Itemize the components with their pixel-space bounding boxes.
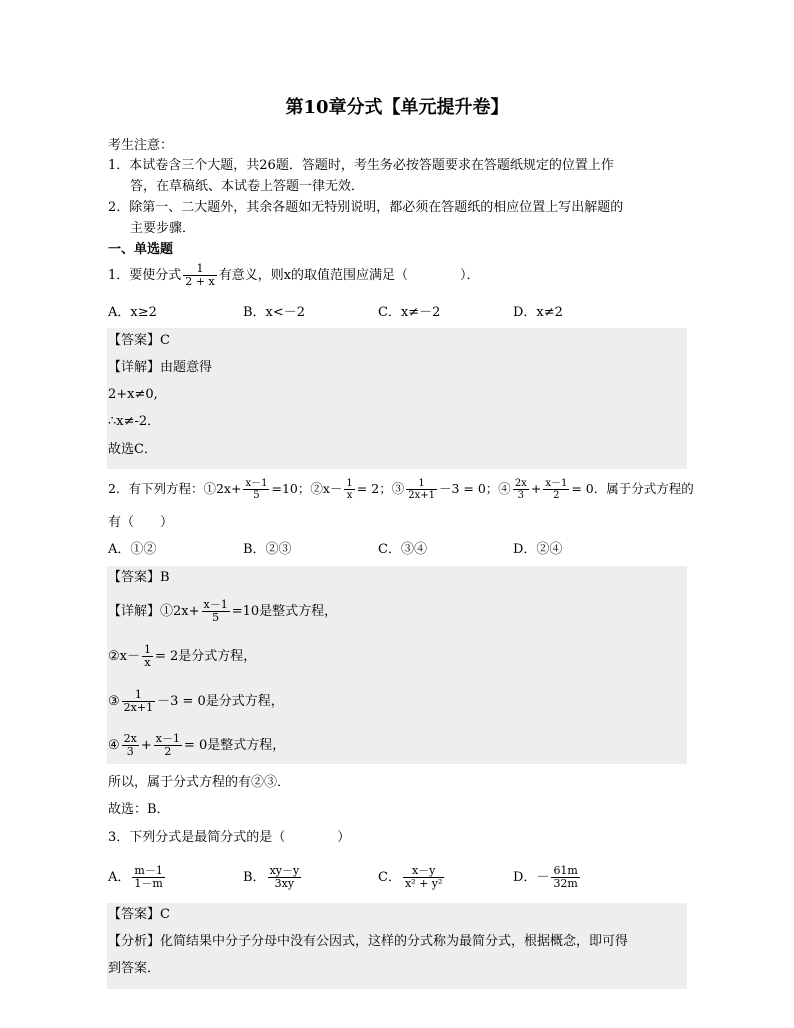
q2-eq2-a: ②x－ xyxy=(310,481,343,496)
q2-prefix: 2．有下列方程： xyxy=(108,481,204,496)
q1-step-2: ∴x≠-2． xyxy=(108,414,161,429)
q2-detail-2-b: = 2是分式方程， xyxy=(155,649,257,664)
q2-detail-2-num: 1 xyxy=(144,643,151,656)
question-1-stem xyxy=(108,259,480,293)
q1-option-d: D．x≠2 xyxy=(513,305,563,320)
q3-option-c-num: x－y xyxy=(411,864,436,877)
q2-detail-4-den-2: 2 xyxy=(154,745,182,758)
q3-option-a xyxy=(108,860,167,896)
q1-option-a: A．x≥2 xyxy=(108,305,157,320)
q2-detail-3-frac xyxy=(122,689,155,714)
q2-eq4-a: ④ xyxy=(498,481,511,496)
q2-detail-3 xyxy=(108,686,284,718)
q2-eq2-b: = 2； xyxy=(356,481,392,496)
q3-analysis-line-2: 到答案． xyxy=(108,961,161,976)
q2-eq2-num: 1 xyxy=(346,478,353,489)
q2-detail-2-den: x xyxy=(142,656,153,669)
q3-option-d xyxy=(513,860,582,896)
q2-eq1-num: x－1 xyxy=(245,478,268,489)
q3-option-b-label: B． xyxy=(243,870,266,885)
q1-fraction xyxy=(183,263,216,288)
q2-option-a: A．①② xyxy=(108,542,157,557)
q3-option-c xyxy=(378,860,446,896)
q2-eq3-b: －3 = 0； xyxy=(438,481,499,496)
q2-detail-4-frac-1 xyxy=(122,733,139,758)
q3-option-c-frac xyxy=(403,865,444,890)
q3-option-a-den: 1－m xyxy=(134,877,163,890)
q1-option-b: B．x<－2 xyxy=(243,305,306,320)
notice-item-1-line-1: 1．本试卷含三个大题，共26题．答题时，考生务必按答题要求在答题纸规定的位置上作 xyxy=(108,158,614,173)
q2-eq1-a: ①2x+ xyxy=(203,481,242,496)
q1-detail: 【详解】由题意得 xyxy=(108,360,213,375)
q2-detail-2-frac xyxy=(142,644,153,669)
q2-detail-1-a: 【详解】①2x+ xyxy=(108,604,200,619)
q3-option-b-den: 3xy xyxy=(268,877,302,890)
q1-prefix: 1．要使分式 xyxy=(108,268,182,283)
question-2-stem: 2．有下列方程：①2x+ $\frac{x-1}{5}$ =10；②x－ $\frac{1}{x}$ = 2；③ $\frac{1}{2x+1}$ －3 = 0；④ $\frac{2x}{3}$ + $\frac{x-1}{2}$ = 0．属于分式方程的 xyxy=(108,478,694,501)
question-3-stem: 3．下列分式是最简分式的是（ ） xyxy=(108,830,351,845)
q3-option-d-label: D．－ xyxy=(513,870,550,885)
q2-detail-1 xyxy=(108,596,337,628)
q2-detail-3-den: 2x+1 xyxy=(123,701,154,714)
q2-detail-1-b: =10是整式方程， xyxy=(231,604,338,619)
q2-eq4-b: = 0．属于分式方程的 xyxy=(571,481,694,496)
q2-detail-4: ④ $\frac{2x}{3}$ + $\frac{x-1}{2}$ = 0是整式方程， xyxy=(108,732,286,758)
q2-option-c: C．③④ xyxy=(378,542,427,557)
q2-conclusion: 故选：B． xyxy=(108,802,170,817)
q2-answer: 【答案】B xyxy=(108,570,170,585)
q1-step-1: 2+x≠0, xyxy=(108,387,158,402)
q2-eq1-b: =10； xyxy=(271,481,311,496)
notice-item-2-line-1: 2．除第一、二大题外，其余各题如无特别说明，都必须在答题纸的相应位置上写出解题的 xyxy=(108,200,624,215)
q3-option-c-den: x² + y² xyxy=(404,877,443,890)
q2-option-d: D．②④ xyxy=(513,542,563,557)
section-heading-single-choice: 一、单选题 xyxy=(108,242,174,257)
q2-eq4-num-1: 2x xyxy=(514,478,527,489)
q1-option-c: C．x≠－2 xyxy=(378,305,441,320)
q2-summary: 所以，属于分式方程的有②③． xyxy=(108,775,291,790)
q2-eq4-den-1: 3 xyxy=(513,489,529,501)
page-title: 第10章分式【单元提升卷】 xyxy=(285,97,509,118)
q2-eq1-den: 5 xyxy=(243,489,269,501)
q2-eq2-frac xyxy=(344,478,354,501)
q2-detail-1-den: 5 xyxy=(202,611,230,624)
q1-conclusion: 故选C． xyxy=(108,442,157,457)
q3-option-b-num: xy－y xyxy=(269,864,300,877)
q2-eq4-frac-2 xyxy=(543,478,569,501)
q2-detail-4-a: ④ xyxy=(108,738,120,753)
q2-detail-1-num: x－1 xyxy=(203,598,228,611)
q3-option-b-frac xyxy=(268,865,302,890)
q2-detail-2-a: ②x－ xyxy=(108,649,140,664)
q2-detail-4-b: = 0是整式方程， xyxy=(183,738,286,753)
q3-option-b xyxy=(243,860,303,896)
q2-detail-4-num-1: 2x xyxy=(123,732,137,745)
q2-eq3-frac xyxy=(406,478,437,501)
q2-stem-line-2: 有（ ） xyxy=(108,515,174,530)
q3-answer: 【答案】C xyxy=(108,907,170,922)
q2-detail-2 xyxy=(108,641,256,673)
q3-option-a-frac xyxy=(132,865,164,890)
q3-option-d-den: 32m xyxy=(553,877,578,890)
q2-detail-3-num: 1 xyxy=(134,688,142,701)
notice-item-2-line-2: 主要步骤． xyxy=(130,221,196,236)
q2-eq3-a: ③ xyxy=(391,481,405,496)
notice-item-1-line-2: 答，在草稿纸、本试卷上答题一律无效． xyxy=(130,179,365,194)
q2-detail-1-frac xyxy=(202,599,230,624)
q2-eq3-num: 1 xyxy=(418,478,425,489)
q1-frac-num: 1 xyxy=(196,262,204,275)
q2-detail-3-b: －3 = 0是分式方程， xyxy=(157,694,284,709)
q1-frac-den: 2 + x xyxy=(185,275,215,288)
q3-option-a-label: A． xyxy=(108,870,131,885)
q2-eq4-num-2: x－1 xyxy=(545,478,568,489)
q3-option-c-label: C． xyxy=(378,870,401,885)
q2-eq1-frac xyxy=(243,478,269,501)
q3-option-d-frac xyxy=(551,865,579,890)
q3-option-a-num: m－1 xyxy=(134,864,163,877)
q1-answer: 【答案】C xyxy=(108,333,170,348)
q2-detail-3-a: ③ xyxy=(108,694,120,709)
q2-detail-4-frac-2 xyxy=(154,733,182,758)
q2-detail-4-den-1: 3 xyxy=(122,745,139,758)
q1-suffix: 有意义，则x的取值范围应满足（ ）． xyxy=(218,268,480,283)
q1-solution-box xyxy=(107,328,687,469)
notice-heading: 考生注意： xyxy=(108,138,174,153)
q2-option-b: B．②③ xyxy=(243,542,292,557)
q3-analysis-line-1: 【分析】化简结果中分子分母中没有公因式，这样的分式称为最简分式，根据概念，即可得 xyxy=(108,934,629,949)
q2-eq2-den: x xyxy=(344,489,354,501)
q2-eq4-frac-1 xyxy=(513,478,529,501)
q3-option-d-num: 61m xyxy=(553,864,578,877)
q2-detail-4-num-2: x－1 xyxy=(155,732,180,745)
q2-eq4-den-2: 2 xyxy=(543,489,569,501)
q2-eq3-den: 2x+1 xyxy=(408,490,435,501)
